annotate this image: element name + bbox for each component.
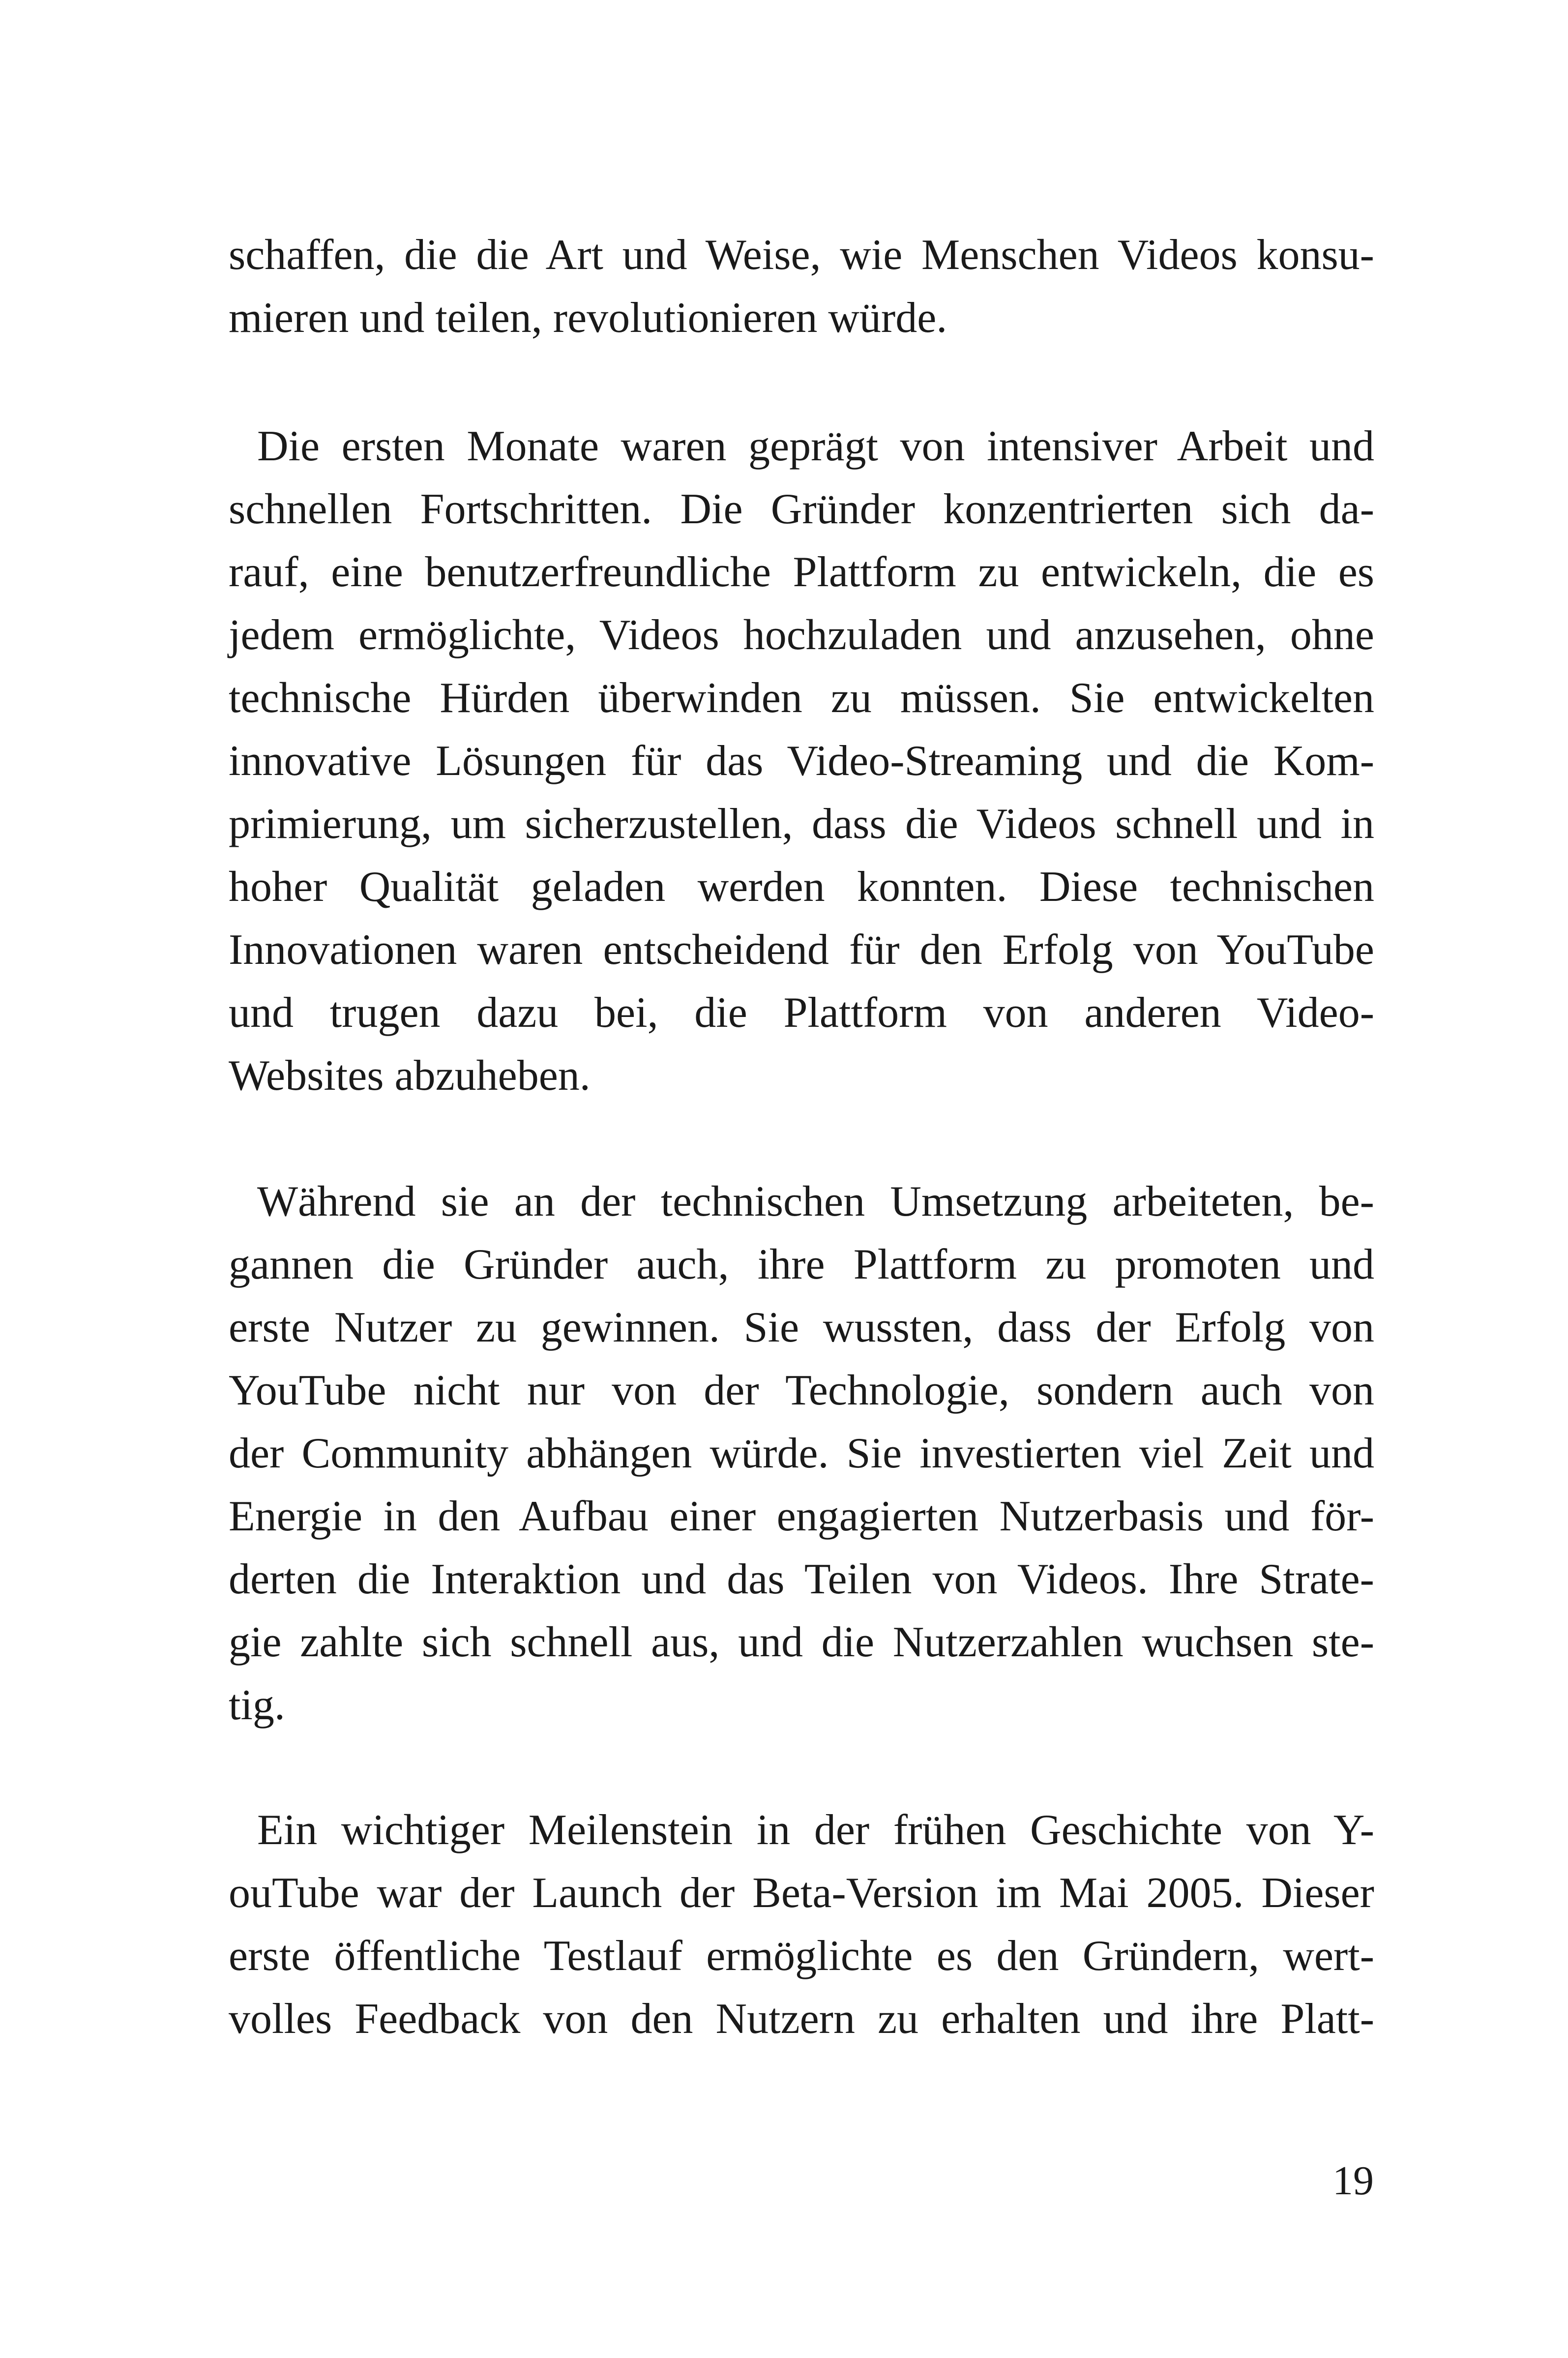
text-line: innovative Lösungen für das Video-Streaming und die Kom- — [229, 737, 1374, 785]
text-line: volles Feedback von den Nutzern zu erhalten und ihre Platt- — [229, 1995, 1374, 2043]
text-line: Websites abzuheben. — [229, 1052, 591, 1100]
text-line: gie zahlte sich schnell aus, und die Nutzerzahlen wuchsen ste- — [229, 1618, 1374, 1666]
text-line: gannen die Gründer auch, ihre Plattform zu promoten und — [229, 1241, 1374, 1288]
text-line: YouTube nicht nur von der Technologie, sondern auch von — [229, 1367, 1374, 1414]
page-number: 19 — [1332, 2158, 1374, 2204]
text-line: und trugen dazu bei, die Plattform von anderen Video- — [229, 989, 1374, 1037]
text-line: rauf, eine benutzerfreundliche Plattform zu entwickeln, die es — [229, 548, 1374, 596]
text-line: Die ersten Monate waren geprägt von intensiver Arbeit und — [257, 422, 1374, 470]
text-line: jedem ermöglichte, Videos hochzuladen und anzusehen, ohne — [229, 611, 1374, 659]
text-line: schaffen, die die Art und Weise, wie Menschen Videos konsu- — [229, 231, 1374, 279]
text-line: schnellen Fortschritten. Die Gründer konzentrierten sich da- — [229, 485, 1374, 533]
text-line: tig. — [229, 1681, 285, 1729]
text-line: Ein wichtiger Meilenstein in der frühen Geschichte von Y- — [257, 1806, 1374, 1854]
text-line: ouTube war der Launch der Beta-Version im Mai 2005. Dieser — [229, 1869, 1374, 1917]
text-line: primierung, um sicherzustellen, dass die Videos schnell und in — [229, 800, 1374, 848]
text-line: technische Hürden überwinden zu müssen. Sie entwickelten — [229, 674, 1374, 722]
text-line: erste öffentliche Testlauf ermöglichte es den Gründern, wert- — [229, 1932, 1374, 1980]
text-line: derten die Interaktion und das Teilen von Videos. Ihre Strate- — [229, 1555, 1374, 1603]
text-line: der Community abhängen würde. Sie investierten viel Zeit und — [229, 1430, 1374, 1477]
text-line: erste Nutzer zu gewinnen. Sie wussten, dass der Erfolg von — [229, 1304, 1374, 1351]
text-line: Energie in den Aufbau einer engagierten Nutzerbasis und för- — [229, 1492, 1374, 1540]
text-line: Innovationen waren entscheidend für den Erfolg von YouTube — [229, 926, 1374, 974]
text-line: mieren und teilen, revolutionieren würde. — [229, 294, 947, 342]
text-line: hoher Qualität geladen werden konnten. Diese technischen — [229, 863, 1374, 911]
text-line: Während sie an der technischen Umsetzung arbeiteten, be- — [257, 1178, 1374, 1225]
